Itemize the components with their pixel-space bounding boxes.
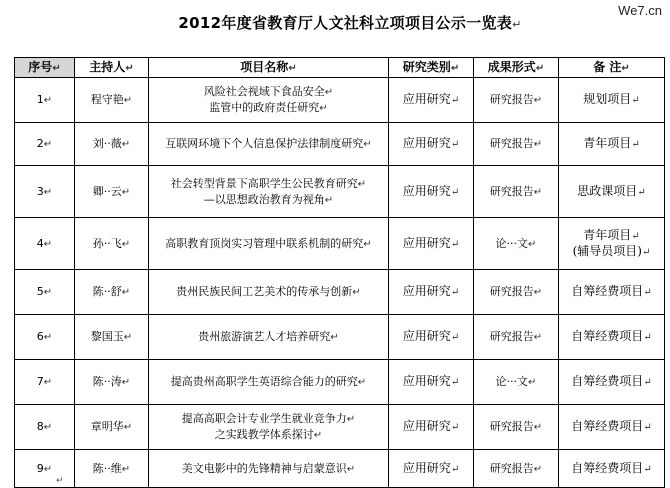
table-row — [15, 315, 665, 360]
cell-category: 应用研究↵ — [389, 270, 474, 315]
cell-no: 3↵ — [15, 166, 75, 218]
cell-output: 论···文↵ — [474, 218, 559, 270]
cell-no: 8↵ — [15, 405, 75, 450]
cell-remark: 青年项目↵ — [559, 123, 665, 166]
cell-no: 2↵ — [15, 123, 75, 166]
cell-remark: 自筹经费项目↵ — [559, 405, 665, 450]
cell-remark: 青年项目↵ (辅导员项目)↵ — [559, 218, 665, 270]
cell-name: 风险社会视域下食品安全↵ 监管中的政府责任研究↵ — [149, 78, 389, 123]
cell-category: 应用研究↵ — [389, 123, 474, 166]
cell-remark: 自筹经费项目↵ — [559, 270, 665, 315]
cell-no: 1↵ — [15, 78, 75, 123]
cell-category: 应用研究↵ — [389, 405, 474, 450]
table-row — [15, 270, 665, 315]
cell-category: 应用研究↵ — [389, 218, 474, 270]
paragraph-mark: ↵ — [512, 18, 522, 31]
cell-host: 陈··舒↵ — [75, 270, 149, 315]
cell-host: 陈··涛↵ — [75, 360, 149, 405]
cell-name: 美文电影中的先锋精神与启蒙意识↵ — [149, 450, 389, 488]
cell-output: 论···文↵ — [474, 360, 559, 405]
cell-name: 社会转型背景下高职学生公民教育研究↵ —以思想政治教育为视角↵ — [149, 166, 389, 218]
cell-no: 7↵ — [15, 360, 75, 405]
cell-category: 应用研究↵ — [389, 360, 474, 405]
table-row — [15, 123, 665, 166]
table-row — [15, 78, 665, 123]
header-category: 研究类别↵ — [389, 58, 474, 78]
project-table — [14, 57, 665, 488]
cell-no: 5↵ — [15, 270, 75, 315]
cell-host: 陈··维↵ — [75, 450, 149, 488]
cell-remark: 思政课项目↵ — [559, 166, 665, 218]
cell-no: 9↵ — [15, 450, 75, 488]
cell-category: 应用研究↵ — [389, 166, 474, 218]
header-no: 序号↵ — [15, 58, 75, 78]
cell-host: 黎国玉↵ — [75, 315, 149, 360]
bottom-paragraph-mark: ↵ — [56, 476, 64, 486]
header-output: 成果形式↵ — [474, 58, 559, 78]
cell-name: 互联网环境下个人信息保护法律制度研究↵ — [149, 123, 389, 166]
header-remark: 备 注↵ — [559, 58, 665, 78]
cell-output: 研究报告↵ — [474, 315, 559, 360]
cell-category: 应用研究↵ — [389, 78, 474, 123]
cell-name: 高职教育顶岗实习管理中联系机制的研究↵ — [149, 218, 389, 270]
title-text: 2012年度省教育厅人文社科立项项目公示一览表 — [178, 14, 513, 32]
cell-output: 研究报告↵ — [474, 78, 559, 123]
cell-name: 贵州民族民间工艺美术的传承与创新↵ — [149, 270, 389, 315]
cell-remark: 自筹经费项目↵ — [559, 450, 665, 488]
header-row — [15, 58, 665, 78]
cell-output: 研究报告↵ — [474, 166, 559, 218]
table-row — [15, 360, 665, 405]
cell-host: 刘··薇↵ — [75, 123, 149, 166]
cell-remark: 规划项目↵ — [559, 78, 665, 123]
cell-no: 4↵ — [15, 218, 75, 270]
cell-host: 卿··云↵ — [75, 166, 149, 218]
cell-category: 应用研究↵ — [389, 315, 474, 360]
table-row — [15, 450, 665, 488]
cell-name: 提高贵州高职学生英语综合能力的研究↵ — [149, 360, 389, 405]
header-project-name: 项目名称↵ — [149, 58, 389, 78]
page-title — [0, 12, 670, 33]
cell-host: 程守艳↵ — [75, 78, 149, 123]
header-host: 主持人↵ — [75, 58, 149, 78]
cell-remark: 自筹经费项目↵ — [559, 360, 665, 405]
watermark: We7.cn — [618, 3, 662, 18]
cell-output: 研究报告↵ — [474, 270, 559, 315]
cell-output: 研究报告↵ — [474, 405, 559, 450]
cell-category: 应用研究↵ — [389, 450, 474, 488]
cell-host: 章明华↵ — [75, 405, 149, 450]
cell-name: 贵州旅游演艺人才培养研究↵ — [149, 315, 389, 360]
cell-host: 孙··飞↵ — [75, 218, 149, 270]
table-row — [15, 166, 665, 218]
cell-output: 研究报告↵ — [474, 450, 559, 488]
table-row — [15, 218, 665, 270]
cell-remark: 自筹经费项目↵ — [559, 315, 665, 360]
table-row — [15, 405, 665, 450]
cell-output: 研究报告↵ — [474, 123, 559, 166]
cell-no: 6↵ — [15, 315, 75, 360]
cell-name: 提高高职会计专业学生就业竞争力↵ 之实践教学体系探讨↵ — [149, 405, 389, 450]
